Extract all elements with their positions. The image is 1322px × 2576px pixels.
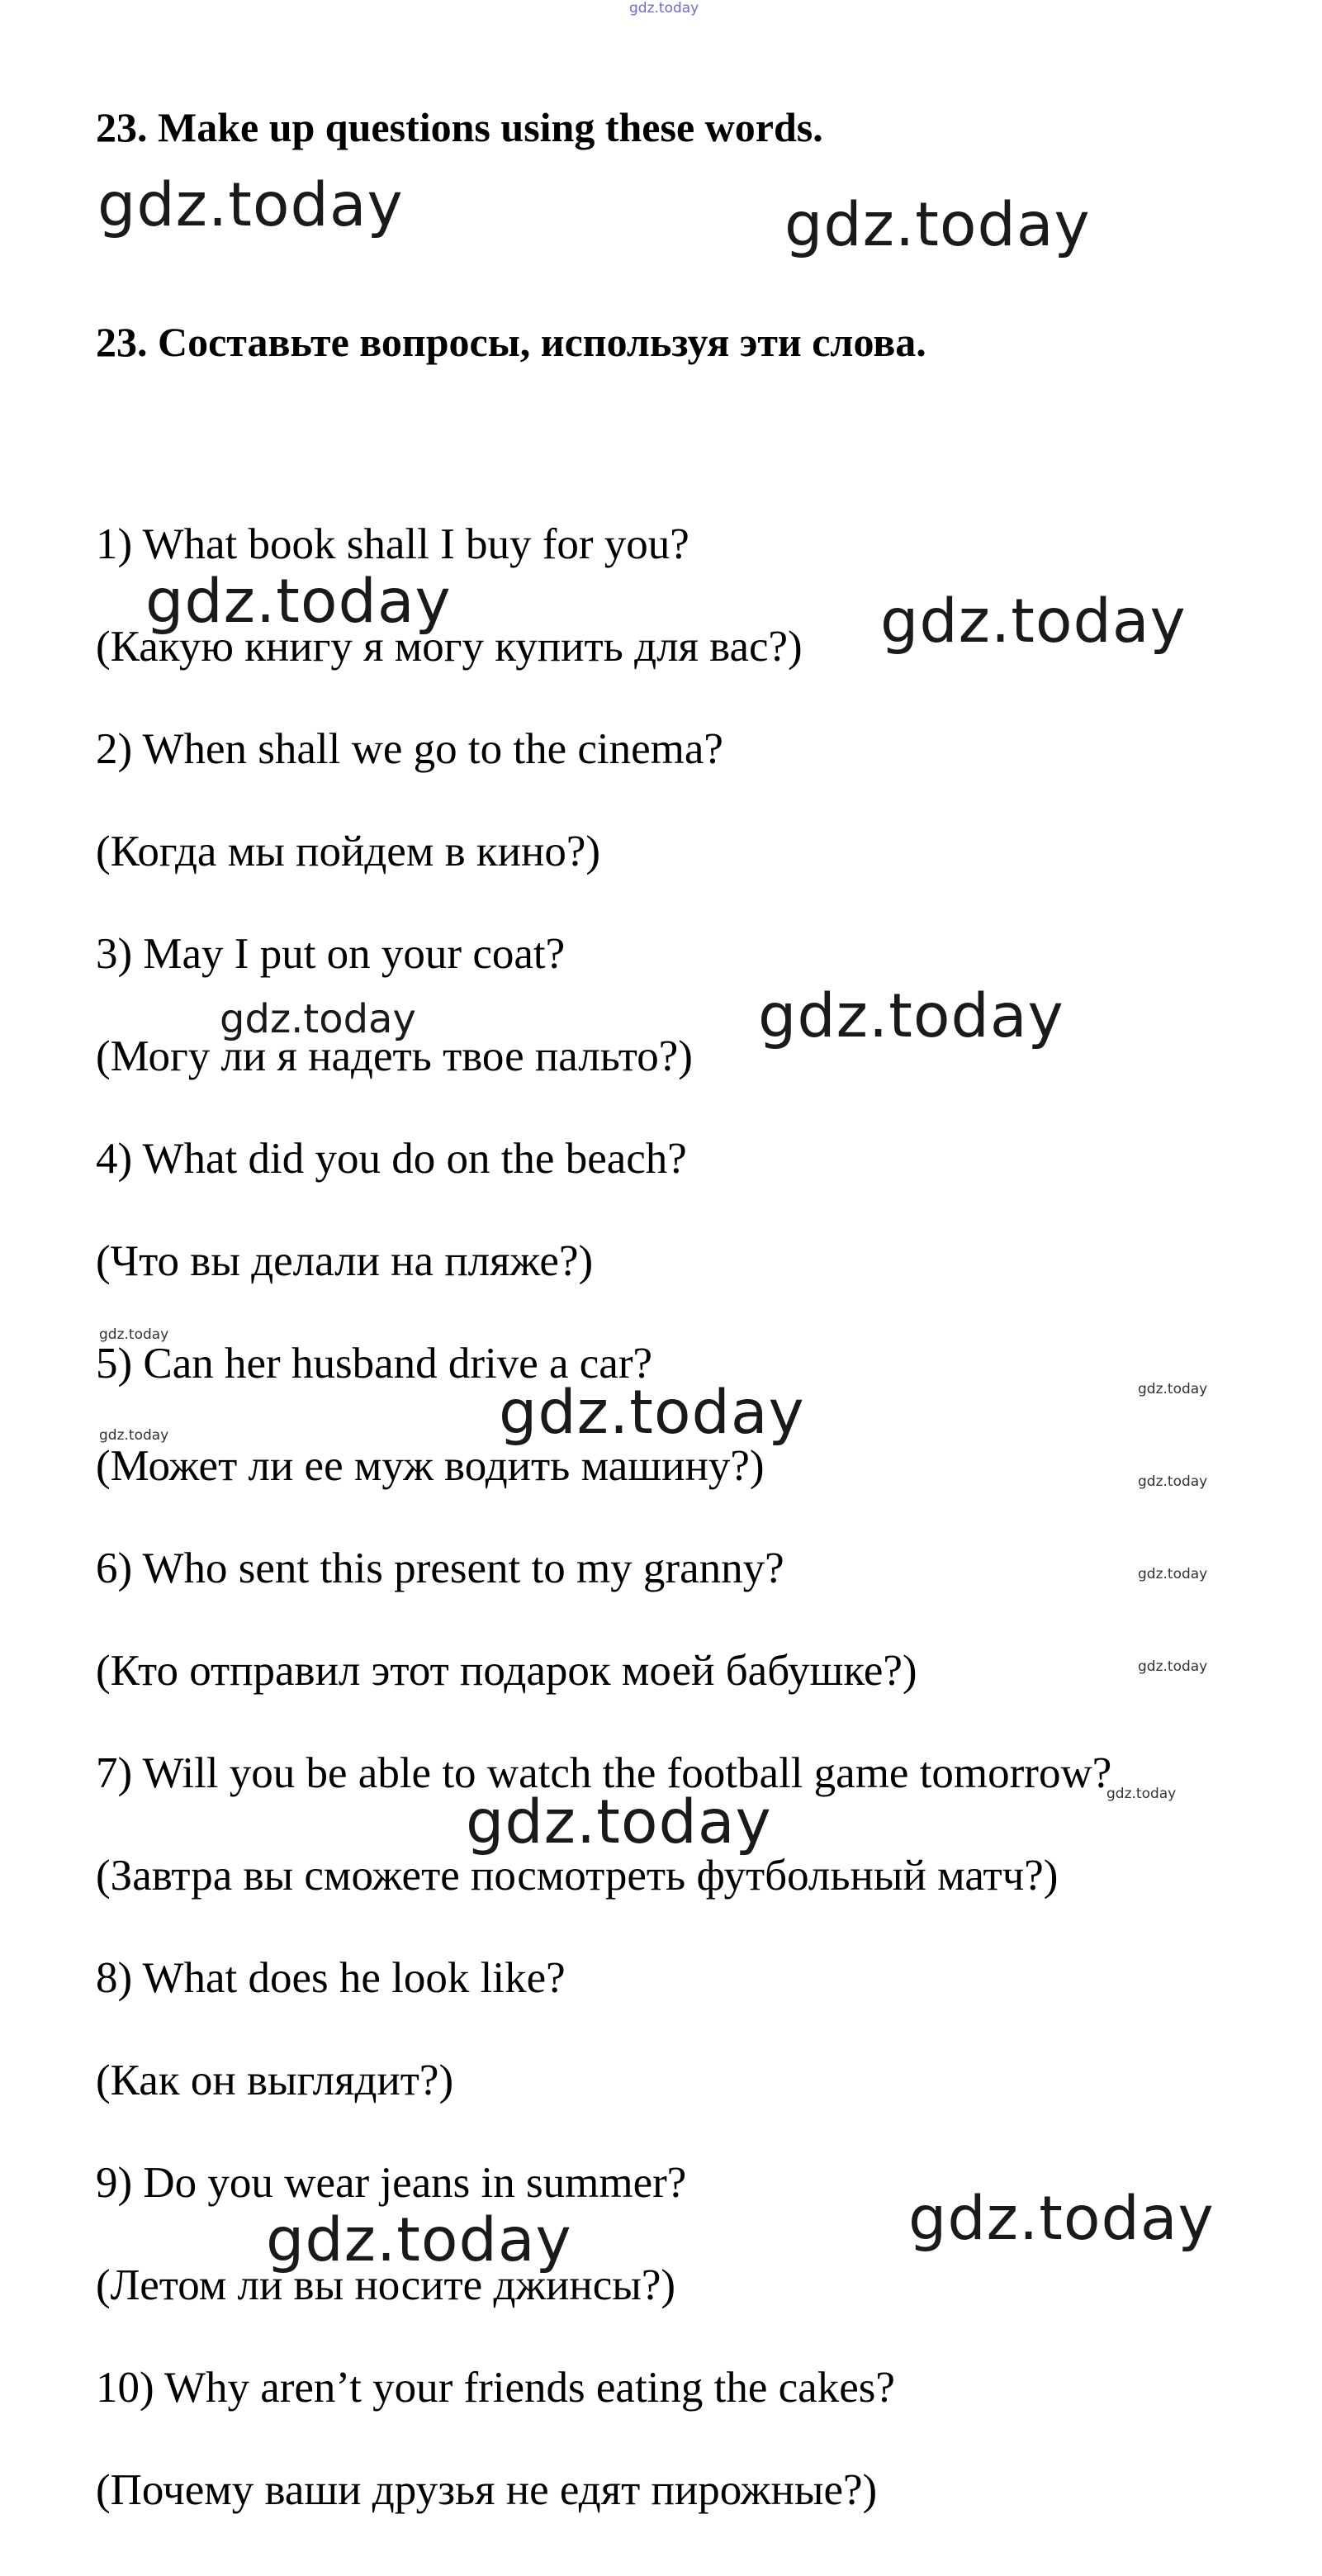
question-5-russian: (Может ли ее муж водить машину?) bbox=[96, 1442, 765, 1490]
watermark: gdz.today bbox=[1138, 1566, 1208, 1582]
question-1-russian: (Какую книгу я могу купить для вас?) bbox=[96, 623, 803, 671]
question-10-english: 10) Why aren’t your friends eating the cakes? bbox=[96, 2364, 895, 2412]
watermark: gdz.today bbox=[1106, 1786, 1177, 1802]
exercise-title-russian: 23. Составьте вопросы, используя эти слова. bbox=[96, 319, 926, 365]
watermark: gdz.today bbox=[880, 586, 1187, 657]
question-7-russian: (Завтра вы сможете посмотреть футбольный матч?) bbox=[96, 1852, 1059, 1900]
watermark: gdz.today bbox=[1138, 1473, 1208, 1490]
watermark: gdz.today bbox=[908, 2184, 1215, 2254]
watermark: gdz.today bbox=[220, 996, 416, 1042]
question-8-russian: (Как он выглядит?) bbox=[96, 2057, 454, 2104]
question-2-russian: (Когда мы пойдем в кино?) bbox=[96, 828, 601, 875]
watermark: gdz.today bbox=[784, 190, 1091, 260]
watermark: gdz.today bbox=[145, 567, 452, 637]
exercise-title-english: 23. Make up questions using these words. bbox=[96, 104, 823, 150]
watermark: gdz.today bbox=[97, 170, 404, 240]
question-5-english: 5) Can her husband drive a car? bbox=[96, 1340, 652, 1388]
question-6-russian: (Кто отправил этот подарок моей бабушке?) bbox=[96, 1647, 917, 1695]
watermark: gdz.today bbox=[499, 1378, 805, 1448]
watermark: gdz.today bbox=[1138, 1381, 1208, 1397]
watermark: gdz.today bbox=[99, 1326, 169, 1343]
watermark: gdz.today bbox=[629, 0, 699, 17]
watermark: gdz.today bbox=[266, 2205, 572, 2275]
question-1-english: 1) What book shall I buy for you? bbox=[96, 520, 689, 568]
question-3-english: 3) May I put on your coat? bbox=[96, 930, 566, 978]
question-8-english: 8) What does he look like? bbox=[96, 1954, 566, 2002]
watermark: gdz.today bbox=[466, 1787, 772, 1857]
question-3-russian: (Могу ли я надеть твое пальто?) bbox=[96, 1032, 693, 1080]
watermark: gdz.today bbox=[1138, 1658, 1208, 1675]
question-9-russian: (Летом ли вы носите джинсы?) bbox=[96, 2261, 676, 2309]
question-6-english: 6) Who sent this present to my granny? bbox=[96, 1544, 784, 1592]
watermark: gdz.today bbox=[758, 981, 1064, 1051]
question-2-english: 2) When shall we go to the cinema? bbox=[96, 725, 723, 773]
question-10-russian: (Почему ваши друзья не едят пирожные?) bbox=[96, 2466, 878, 2514]
question-9-english: 9) Do you wear jeans in summer? bbox=[96, 2159, 687, 2207]
question-7-english: 7) Will you be able to watch the football game tomorrow? bbox=[96, 1749, 1112, 1797]
question-4-russian: (Что вы делали на пляже?) bbox=[96, 1237, 594, 1285]
question-4-english: 4) What did you do on the beach? bbox=[96, 1135, 687, 1183]
watermark: gdz.today bbox=[99, 1427, 169, 1444]
